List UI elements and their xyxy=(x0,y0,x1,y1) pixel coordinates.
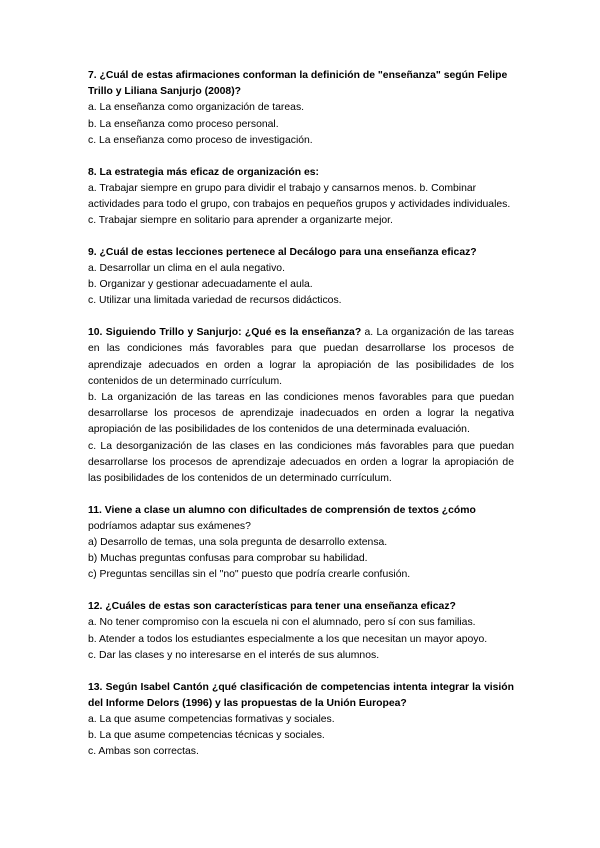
question-title: 8. La estrategia más eficaz de organización es: xyxy=(88,166,319,178)
question-10 xyxy=(88,325,514,487)
option-c: c. Utilizar una limitada variedad de recursos didácticos. xyxy=(88,295,342,307)
question-title: 9. ¿Cuál de estas lecciones pertenece al Decálogo para una enseñanza eficaz? xyxy=(88,246,477,258)
question-13 xyxy=(88,680,514,761)
option-a: a. No tener compromiso con la escuela ni con el alumnado, pero sí con sus familias. xyxy=(88,617,476,629)
question-title: 11. Viene a clase un alumno con dificultades de comprensión de textos ¿cómo xyxy=(88,504,476,516)
option-c: c) Preguntas sencillas sin el "no" puesto que podría crearle confusión. xyxy=(88,569,411,581)
option-b: b. La que asume competencias técnicas y sociales. xyxy=(88,730,325,742)
option-b: b. La enseñanza como proceso personal. xyxy=(88,118,279,130)
question-8 xyxy=(88,165,514,230)
question-title: 12. ¿Cuáles de estas son características para tener una enseñanza eficaz? xyxy=(88,601,456,613)
option-a: a) Desarrollo de temas, una sola pregunta de desarrollo extensa. xyxy=(88,537,388,549)
option-b: b. La organización de las tareas en las condiciones menos favorables para que puedan desarrollarse los procesos de aprendizaje inadecuados en orden a lograr la negativa apropiación de las posibilidades de los contenidos de una determinada evaluación. xyxy=(88,391,514,436)
question-title: 10. Siguiendo Trillo y Sanjurjo: ¿Qué es la enseñanza? xyxy=(88,327,362,339)
question-7 xyxy=(88,68,514,149)
option-c: c. La enseñanza como proceso de investigación. xyxy=(88,134,313,146)
option-a: a. La enseñanza como organización de tareas. xyxy=(88,102,305,114)
option-b: b) Muchas preguntas confusas para comprobar su habilidad. xyxy=(88,553,368,565)
option-c: c. Dar las clases y no interesarse en el interés de sus alumnos. xyxy=(88,649,380,661)
question-title: 7. ¿Cuál de estas afirmaciones conforman la definición de "enseñanza" según Felipe Trillo y Liliana Sanjurjo (2008)? xyxy=(88,70,508,98)
option-a: a. Desarrollar un clima en el aula negativo. xyxy=(88,263,285,275)
question-list xyxy=(88,68,514,776)
option-c: c. La desorganización de las clases en las condiciones más favorables para que puedan desarrollarse los procesos de aprendizaje adecuados en orden a lograr la apropiación de las posibilidades de los contenidos de un determinado currículum. xyxy=(88,440,514,484)
question-9 xyxy=(88,245,514,310)
question-title-continuation: podríamos adaptar sus exámenes? xyxy=(88,520,251,532)
option-a: a. La que asume competencias formativas y sociales. xyxy=(88,713,335,725)
option-b: b. Atender a todos los estudiantes especialmente a los que necesitan un mayor apoyo. xyxy=(88,633,488,645)
option-b: b. Organizar y gestionar adecuadamente el aula. xyxy=(88,279,313,291)
question-title: 13. Según Isabel Cantón ¿qué clasificación de competencias intenta integrar la visión del Informe Delors (1996) y las propuestas de la Unión Europea? xyxy=(88,681,514,709)
option-c: c. Trabajar siempre en solitario para aprender a organizarte mejor. xyxy=(88,215,393,227)
option-a-b: a. Trabajar siempre en grupo para dividir el trabajo y cansarnos menos. b. Combinar actividades para todo el grupo, con trabajos en pequeños grupos y actividades individuales. xyxy=(88,182,511,210)
question-11 xyxy=(88,503,514,584)
question-10-body xyxy=(88,325,514,390)
question-12 xyxy=(88,599,514,664)
option-a: a. La organización de las tareas en las condiciones más favorables para que puedan desarrollarse los procesos de aprendizaje adecuados en orden a lograr la apropiación de las posibilidades de los contenidos de un determinado currículum. xyxy=(88,327,514,387)
option-c: c. Ambas son correctas. xyxy=(88,746,199,758)
